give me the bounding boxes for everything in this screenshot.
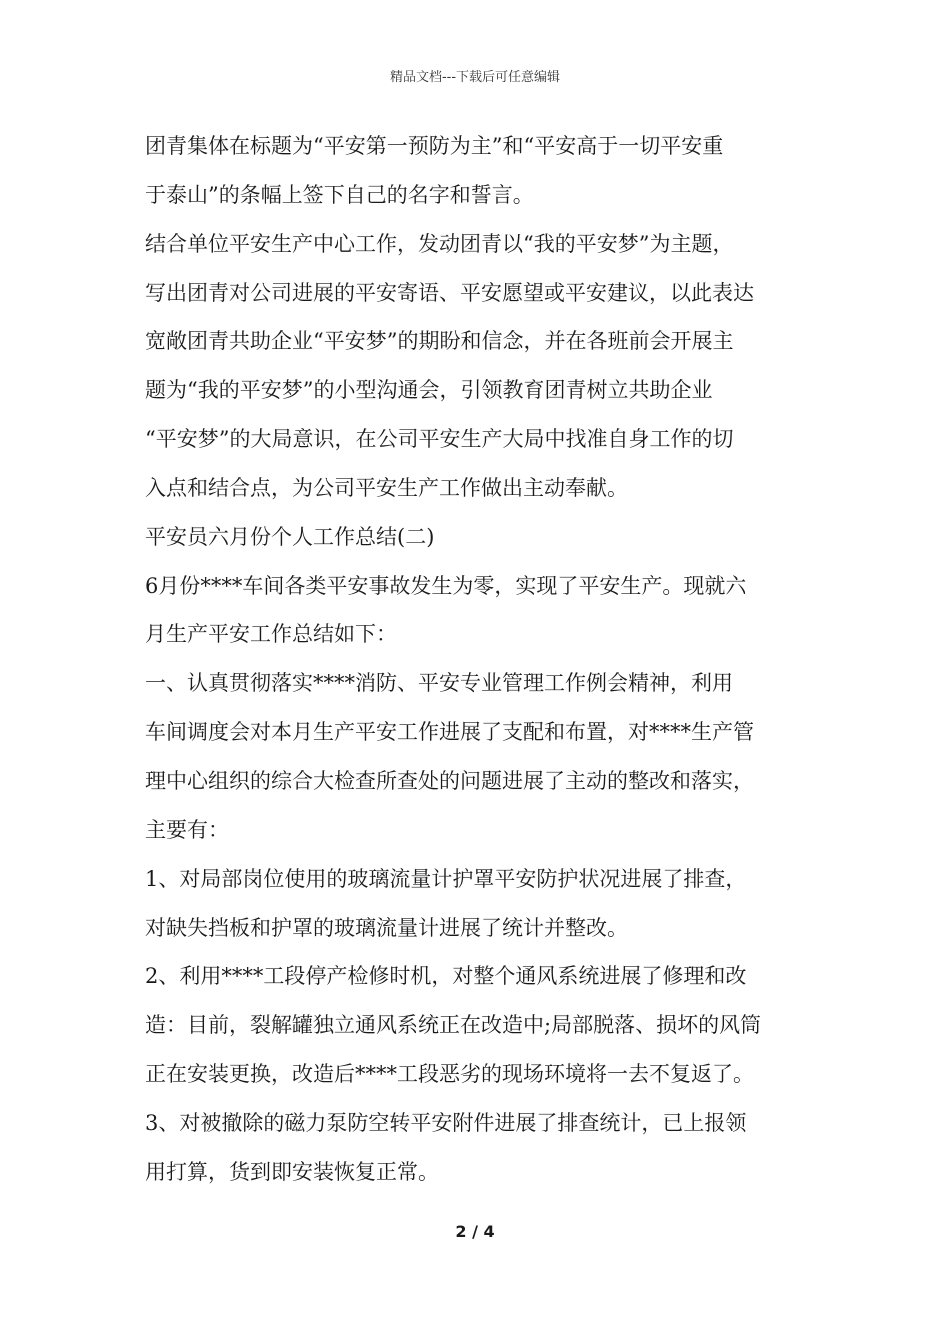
text-line: 用打算，货到即安装恢复正常。 xyxy=(145,1159,439,1184)
text-line: 写出团青对公司进展的平安寄语、平安愿望或平安建议，以此表达 xyxy=(145,280,754,305)
text-line: 1、对局部岗位使用的玻璃流量计护罩平安防护状况进展了排查， xyxy=(145,866,747,891)
text-line: 入点和结合点，为公司平安生产工作做出主动奉献。 xyxy=(145,475,628,500)
page-header: 精品文档---下载后可任意编辑 xyxy=(389,70,561,85)
page-number: 2 / 4 xyxy=(455,1222,495,1241)
text-line: 正在安装更换，改造后****工段恶劣的现场环境将一去不复返了。 xyxy=(145,1062,754,1087)
text-line: 团青集体在标题为“平安第一预防为主”和“平安高于一切平安重 xyxy=(145,134,724,158)
section-heading: 平安员六月份个人工作总结(二) xyxy=(145,524,435,549)
text-line: 题为“我的平安梦”的小型沟通会，引领教育团青树立共助企业 xyxy=(145,378,713,403)
text-line: 一、认真贯彻落实****消防、平安专业管理工作例会精神，利用 xyxy=(145,671,733,696)
text-line: 理中心组织的综合大检查所查处的问题进展了主动的整改和落实， xyxy=(145,768,754,793)
text-line: 月生产平安工作总结如下： xyxy=(145,622,397,647)
text-line: 主要有： xyxy=(145,817,229,842)
text-line: 于泰山”的条幅上签下自己的名字和誓言。 xyxy=(145,182,534,207)
text-line: “平安梦”的大局意识，在公司平安生产大局中找准自身工作的切 xyxy=(145,427,734,452)
text-line: 造：目前，裂解罐独立通风系统正在改造中;局部脱落、损坏的风筒 xyxy=(145,1013,762,1038)
text-line: 6月份****车间各类平安事故发生为零，实现了平安生产。现就六 xyxy=(145,573,747,598)
text-line: 结合单位平安生产中心工作，发动团青以“我的平安梦”为主题， xyxy=(145,231,734,256)
text-line: 宽敞团青共助企业“平安梦”的期盼和信念，并在各班前会开展主 xyxy=(145,329,734,354)
text-line: 2、利用****工段停产检修时机，对整个通风系统进展了修理和改 xyxy=(145,964,747,989)
document-body xyxy=(145,122,835,1197)
text-line: 车间调度会对本月生产平安工作进展了支配和布置，对****生产管 xyxy=(145,720,754,745)
text-line: 3、对被撤除的磁力泵防空转平安附件进展了排查统计，已上报领 xyxy=(145,1110,747,1135)
text-line: 对缺失挡板和护罩的玻璃流量计进展了统计并整改。 xyxy=(145,915,628,940)
